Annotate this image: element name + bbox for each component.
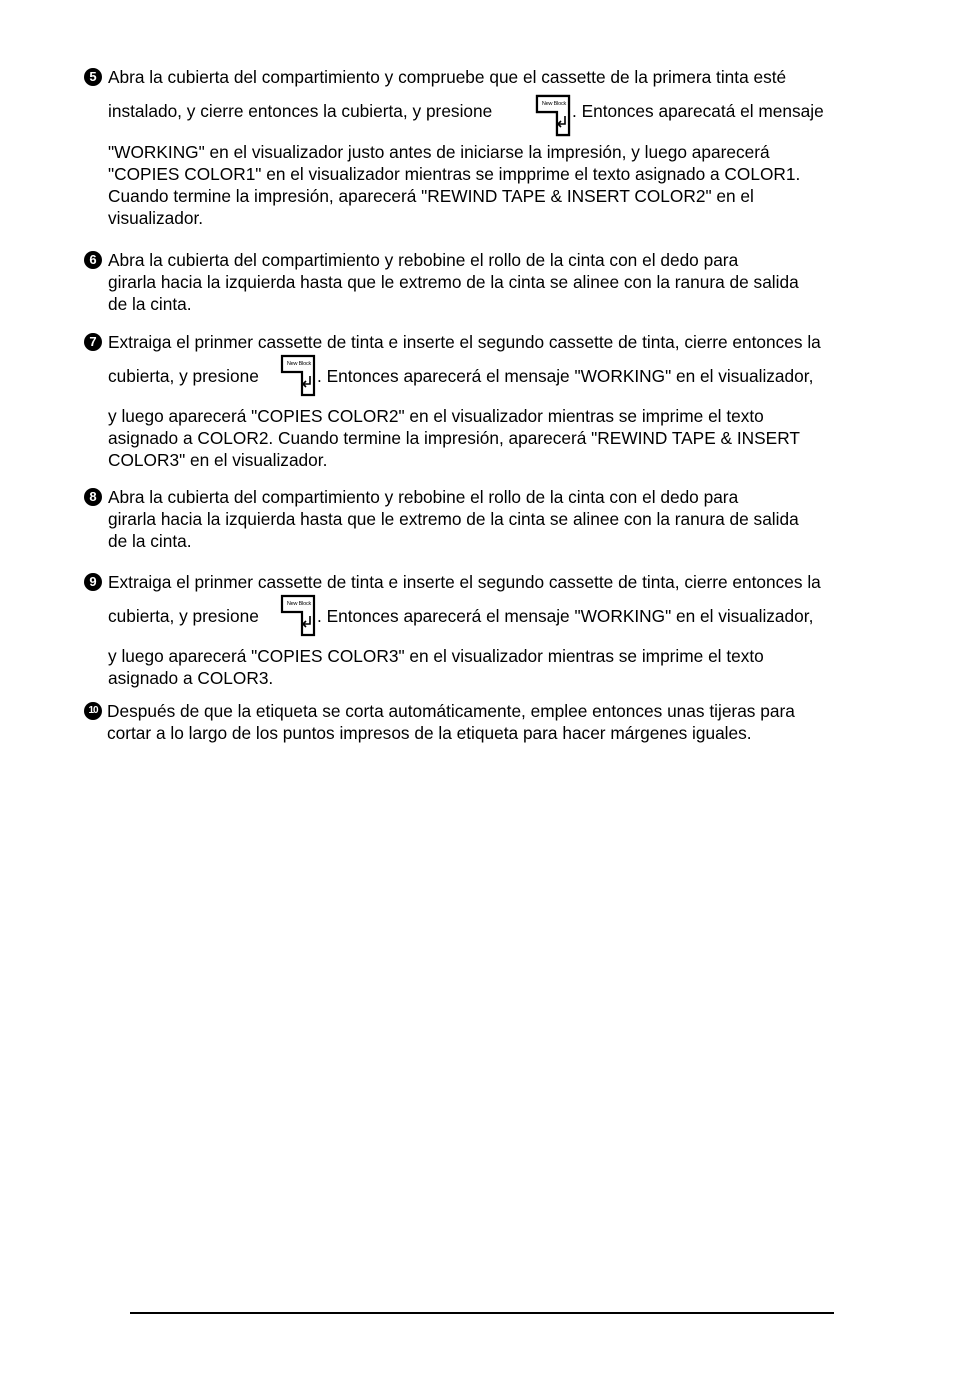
step-text-line: . Entonces aparecatá el mensaje [572,101,824,121]
new-block-key-icon [535,94,571,137]
step-text-line: Extraiga el prinmer cassette de tinta e inserte el segundo cassette de tinta, cierre entonces la [108,332,821,352]
step-text-line: asignado a COLOR2. Cuando termine la impresión, aparecerá "REWIND TAPE & INSERT [108,428,800,448]
step-text-line: y luego aparecerá "COPIES COLOR3" en el visualizador mientras se imprime el texto [108,646,764,666]
footer-divider [130,1312,834,1314]
step-text-line: . Entonces aparecerá el mensaje "WORKING" en el visualizador, [317,366,814,386]
step-text-line: cortar a lo largo de los puntos impresos de la etiqueta para hacer márgenes iguales. [107,723,752,743]
step-text-line: de la cinta. [108,294,192,314]
step-text-line: visualizador. [108,208,204,228]
step-text-line: "COPIES COLOR1" en el visualizador mientras se impprime el texto asignado a COLOR1. [108,164,801,184]
key-label: New Block [541,101,567,107]
step-text-line: girarla hacia la izquierda hasta que le extremo de la cinta se alinee con la ranura de salida [108,272,799,292]
step-text-line: y luego aparecerá "COPIES COLOR2" en el visualizador mientras se imprime el texto [108,406,764,426]
step-text-line: girarla hacia la izquierda hasta que le extremo de la cinta se alinee con la ranura de salida [108,509,799,529]
key-label: New Block [286,601,312,607]
step-text-line: asignado a COLOR3. [108,668,274,688]
new-block-key-icon [280,354,316,397]
key-label: New Block [286,361,312,367]
step-text-line: COLOR3" en el visualizador. [108,450,328,470]
step-text-line: cubierta, y presione [108,366,259,386]
step-number-badge: 5 [84,68,102,86]
step-number-badge: 9 [84,573,102,591]
step-text-line: cubierta, y presione [108,606,259,626]
step-text-line: Abra la cubierta del compartimiento y rebobine el rollo de la cinta con el dedo para [108,487,739,507]
step-text-line: Abra la cubierta del compartimiento y rebobine el rollo de la cinta con el dedo para [108,250,739,270]
step-text-line: Cuando termine la impresión, aparecerá "REWIND TAPE & INSERT COLOR2" en el [108,186,754,206]
step-text-line: Después de que la etiqueta se corta automáticamente, emplee entonces unas tijeras para [107,701,795,721]
step-number-badge: 6 [84,251,102,269]
step-text-line: Abra la cubierta del compartimiento y compruebe que el cassette de la primera tinta esté [108,67,787,87]
step-number-badge: 7 [84,333,102,351]
step-text-line: de la cinta. [108,531,192,551]
step-text-line: Extraiga el prinmer cassette de tinta e inserte el segundo cassette de tinta, cierre entonces la [108,572,821,592]
step-text-line: "WORKING" en el visualizador justo antes de iniciarse la impresión, y luego aparecerá [108,142,770,162]
step-text-line: instalado, y cierre entonces la cubierta, y presione [108,101,493,121]
step-text-line: . Entonces aparecerá el mensaje "WORKING" en el visualizador, [317,606,814,626]
step-number-badge: 10 [84,702,102,720]
new-block-key-icon [280,594,316,637]
step-number-badge: 8 [84,488,102,506]
